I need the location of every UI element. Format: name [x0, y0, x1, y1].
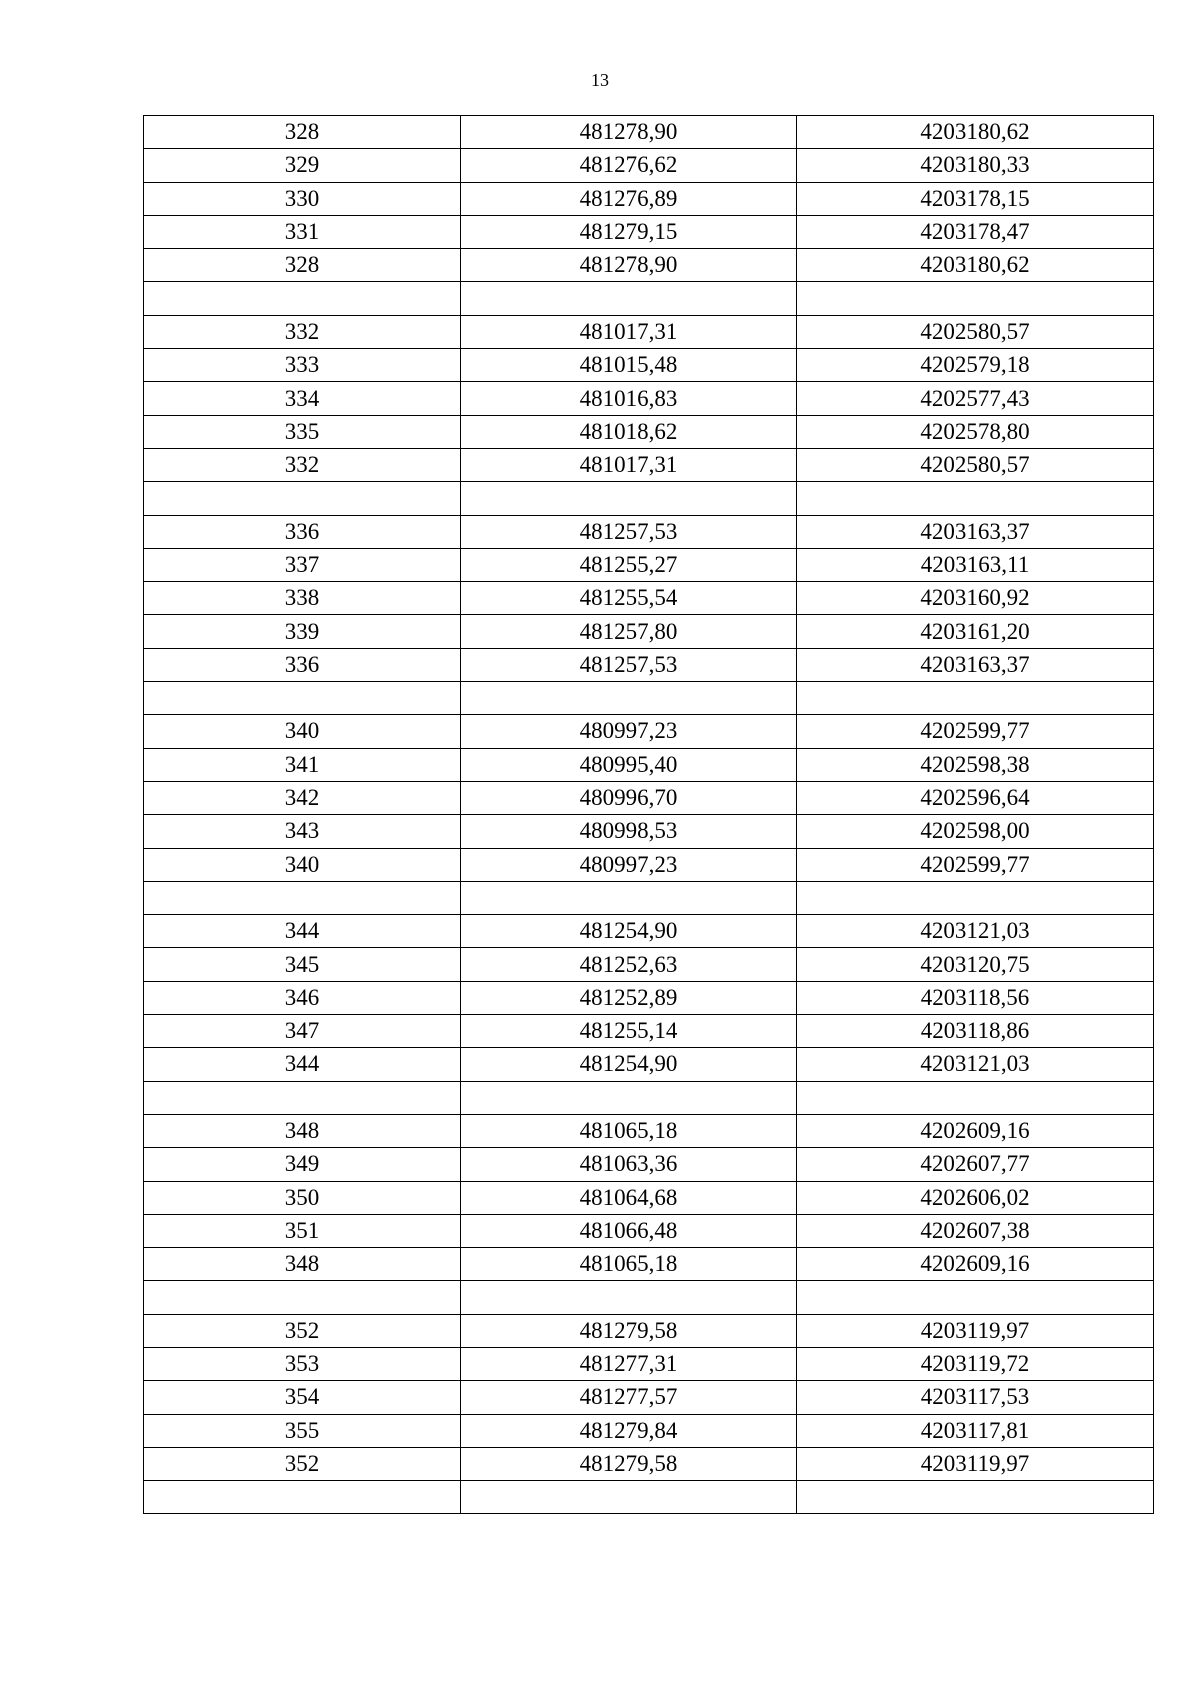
table-row [144, 448, 1154, 481]
point-number-cell: 344 [144, 915, 461, 948]
y-coordinate-cell: 4203121,03 [797, 915, 1154, 948]
table-row [144, 1248, 1154, 1281]
x-coordinate-cell: 481252,89 [461, 981, 797, 1014]
table-row [144, 1447, 1154, 1480]
x-coordinate-cell: 481276,89 [461, 182, 797, 215]
point-number-cell: 355 [144, 1414, 461, 1447]
table-row [144, 1381, 1154, 1414]
y-coordinate-cell: 4203178,47 [797, 215, 1154, 248]
table-row [144, 1481, 1154, 1514]
y-coordinate-cell: 4203163,37 [797, 515, 1154, 548]
x-coordinate-cell: 481255,14 [461, 1015, 797, 1048]
point-number-cell: 352 [144, 1447, 461, 1480]
point-number-cell: 336 [144, 648, 461, 681]
x-coordinate-cell: 480998,53 [461, 815, 797, 848]
x-coordinate-cell [461, 282, 797, 315]
point-number-cell: 328 [144, 116, 461, 149]
y-coordinate-cell: 4202580,57 [797, 448, 1154, 481]
x-coordinate-cell: 481017,31 [461, 448, 797, 481]
y-coordinate-cell: 4202599,77 [797, 715, 1154, 748]
point-number-cell [144, 1281, 461, 1314]
point-number-cell: 346 [144, 981, 461, 1014]
x-coordinate-cell: 481279,15 [461, 215, 797, 248]
x-coordinate-cell: 481255,27 [461, 548, 797, 581]
x-coordinate-cell: 481017,31 [461, 315, 797, 348]
point-number-cell: 329 [144, 149, 461, 182]
x-coordinate-cell: 481276,62 [461, 149, 797, 182]
point-number-cell: 351 [144, 1214, 461, 1247]
x-coordinate-cell [461, 482, 797, 515]
x-coordinate-cell: 480997,23 [461, 848, 797, 881]
y-coordinate-cell: 4202577,43 [797, 382, 1154, 415]
table-row [144, 315, 1154, 348]
table-row [144, 881, 1154, 914]
table-row [144, 715, 1154, 748]
point-number-cell: 340 [144, 848, 461, 881]
point-number-cell: 350 [144, 1181, 461, 1214]
x-coordinate-cell: 481065,18 [461, 1248, 797, 1281]
point-number-cell: 348 [144, 1248, 461, 1281]
y-coordinate-cell: 4202579,18 [797, 349, 1154, 382]
y-coordinate-cell: 4203180,33 [797, 149, 1154, 182]
y-coordinate-cell [797, 1081, 1154, 1114]
x-coordinate-cell: 481066,48 [461, 1214, 797, 1247]
point-number-cell: 343 [144, 815, 461, 848]
x-coordinate-cell: 480995,40 [461, 748, 797, 781]
table-row [144, 781, 1154, 814]
table-row [144, 1281, 1154, 1314]
point-number-cell: 331 [144, 215, 461, 248]
point-number-cell [144, 1481, 461, 1514]
y-coordinate-cell: 4203119,97 [797, 1314, 1154, 1347]
y-coordinate-cell: 4202578,80 [797, 415, 1154, 448]
x-coordinate-cell: 480997,23 [461, 715, 797, 748]
x-coordinate-cell: 481255,54 [461, 582, 797, 615]
y-coordinate-cell: 4203120,75 [797, 948, 1154, 981]
y-coordinate-cell: 4203180,62 [797, 249, 1154, 282]
y-coordinate-cell: 4202596,64 [797, 781, 1154, 814]
y-coordinate-cell [797, 482, 1154, 515]
point-number-cell: 334 [144, 382, 461, 415]
x-coordinate-cell [461, 1281, 797, 1314]
table-row [144, 1048, 1154, 1081]
y-coordinate-cell: 4202607,77 [797, 1148, 1154, 1181]
x-coordinate-cell: 481279,58 [461, 1314, 797, 1347]
table-row [144, 948, 1154, 981]
y-coordinate-cell: 4202606,02 [797, 1181, 1154, 1214]
table-row [144, 1148, 1154, 1181]
point-number-cell: 345 [144, 948, 461, 981]
y-coordinate-cell: 4203178,15 [797, 182, 1154, 215]
table-row [144, 1015, 1154, 1048]
point-number-cell [144, 1081, 461, 1114]
table-row [144, 515, 1154, 548]
table-row [144, 615, 1154, 648]
x-coordinate-cell [461, 682, 797, 715]
table-row [144, 548, 1154, 581]
x-coordinate-cell: 480996,70 [461, 781, 797, 814]
x-coordinate-cell: 481257,53 [461, 515, 797, 548]
y-coordinate-cell [797, 881, 1154, 914]
point-number-cell [144, 682, 461, 715]
y-coordinate-cell: 4202607,38 [797, 1214, 1154, 1247]
table-row [144, 915, 1154, 948]
y-coordinate-cell [797, 682, 1154, 715]
page-number: 13 [591, 70, 609, 90]
y-coordinate-cell: 4203119,97 [797, 1447, 1154, 1480]
table-row [144, 149, 1154, 182]
y-coordinate-cell: 4203119,72 [797, 1347, 1154, 1380]
table-row [144, 282, 1154, 315]
x-coordinate-cell: 481257,80 [461, 615, 797, 648]
point-number-cell: 342 [144, 781, 461, 814]
x-coordinate-cell: 481254,90 [461, 1048, 797, 1081]
y-coordinate-cell: 4202609,16 [797, 1114, 1154, 1147]
y-coordinate-cell: 4202609,16 [797, 1248, 1154, 1281]
table-row [144, 1414, 1154, 1447]
y-coordinate-cell: 4203118,86 [797, 1015, 1154, 1048]
table-row [144, 116, 1154, 149]
y-coordinate-cell: 4203118,56 [797, 981, 1154, 1014]
table-row [144, 1314, 1154, 1347]
point-number-cell: 348 [144, 1114, 461, 1147]
table-row [144, 215, 1154, 248]
y-coordinate-cell: 4203161,20 [797, 615, 1154, 648]
x-coordinate-cell: 481063,36 [461, 1148, 797, 1181]
y-coordinate-cell [797, 1481, 1154, 1514]
y-coordinate-cell: 4202598,38 [797, 748, 1154, 781]
x-coordinate-cell: 481278,90 [461, 116, 797, 149]
y-coordinate-cell: 4202598,00 [797, 815, 1154, 848]
y-coordinate-cell: 4203121,03 [797, 1048, 1154, 1081]
table-row [144, 682, 1154, 715]
table-row [144, 415, 1154, 448]
point-number-cell: 332 [144, 315, 461, 348]
x-coordinate-cell: 481016,83 [461, 382, 797, 415]
point-number-cell: 338 [144, 582, 461, 615]
table-row [144, 349, 1154, 382]
y-coordinate-cell [797, 282, 1154, 315]
table-row [144, 648, 1154, 681]
x-coordinate-cell: 481015,48 [461, 349, 797, 382]
x-coordinate-cell [461, 881, 797, 914]
table-row [144, 249, 1154, 282]
point-number-cell: 339 [144, 615, 461, 648]
table-row [144, 815, 1154, 848]
point-number-cell: 349 [144, 1148, 461, 1181]
point-number-cell: 353 [144, 1347, 461, 1380]
point-number-cell: 328 [144, 249, 461, 282]
table-row [144, 848, 1154, 881]
table-row [144, 1181, 1154, 1214]
table-row [144, 1114, 1154, 1147]
point-number-cell: 336 [144, 515, 461, 548]
point-number-cell: 330 [144, 182, 461, 215]
table-row [144, 748, 1154, 781]
point-number-cell: 347 [144, 1015, 461, 1048]
y-coordinate-cell: 4203163,11 [797, 548, 1154, 581]
x-coordinate-cell: 481278,90 [461, 249, 797, 282]
x-coordinate-cell: 481279,84 [461, 1414, 797, 1447]
x-coordinate-cell: 481064,68 [461, 1181, 797, 1214]
point-number-cell [144, 881, 461, 914]
x-coordinate-cell: 481254,90 [461, 915, 797, 948]
y-coordinate-cell: 4202580,57 [797, 315, 1154, 348]
x-coordinate-cell: 481277,31 [461, 1347, 797, 1380]
y-coordinate-cell: 4203160,92 [797, 582, 1154, 615]
table-row [144, 482, 1154, 515]
y-coordinate-cell: 4203163,37 [797, 648, 1154, 681]
x-coordinate-cell: 481018,62 [461, 415, 797, 448]
x-coordinate-cell: 481257,53 [461, 648, 797, 681]
point-number-cell: 337 [144, 548, 461, 581]
y-coordinate-cell: 4203180,62 [797, 116, 1154, 149]
y-coordinate-cell: 4203117,53 [797, 1381, 1154, 1414]
point-number-cell: 344 [144, 1048, 461, 1081]
table-row [144, 382, 1154, 415]
point-number-cell [144, 282, 461, 315]
table-row [144, 1081, 1154, 1114]
x-coordinate-cell: 481277,57 [461, 1381, 797, 1414]
coordinates-table-body [144, 116, 1154, 1514]
table-row [144, 1214, 1154, 1247]
table-row [144, 582, 1154, 615]
point-number-cell: 332 [144, 448, 461, 481]
point-number-cell: 335 [144, 415, 461, 448]
y-coordinate-cell: 4202599,77 [797, 848, 1154, 881]
x-coordinate-cell: 481065,18 [461, 1114, 797, 1147]
y-coordinate-cell: 4203117,81 [797, 1414, 1154, 1447]
table-row [144, 182, 1154, 215]
y-coordinate-cell [797, 1281, 1154, 1314]
coordinates-table [143, 115, 1154, 1514]
x-coordinate-cell: 481279,58 [461, 1447, 797, 1480]
point-number-cell: 333 [144, 349, 461, 382]
point-number-cell [144, 482, 461, 515]
x-coordinate-cell [461, 1481, 797, 1514]
x-coordinate-cell [461, 1081, 797, 1114]
table-row [144, 1347, 1154, 1380]
table-row [144, 981, 1154, 1014]
x-coordinate-cell: 481252,63 [461, 948, 797, 981]
point-number-cell: 352 [144, 1314, 461, 1347]
point-number-cell: 341 [144, 748, 461, 781]
point-number-cell: 354 [144, 1381, 461, 1414]
point-number-cell: 340 [144, 715, 461, 748]
